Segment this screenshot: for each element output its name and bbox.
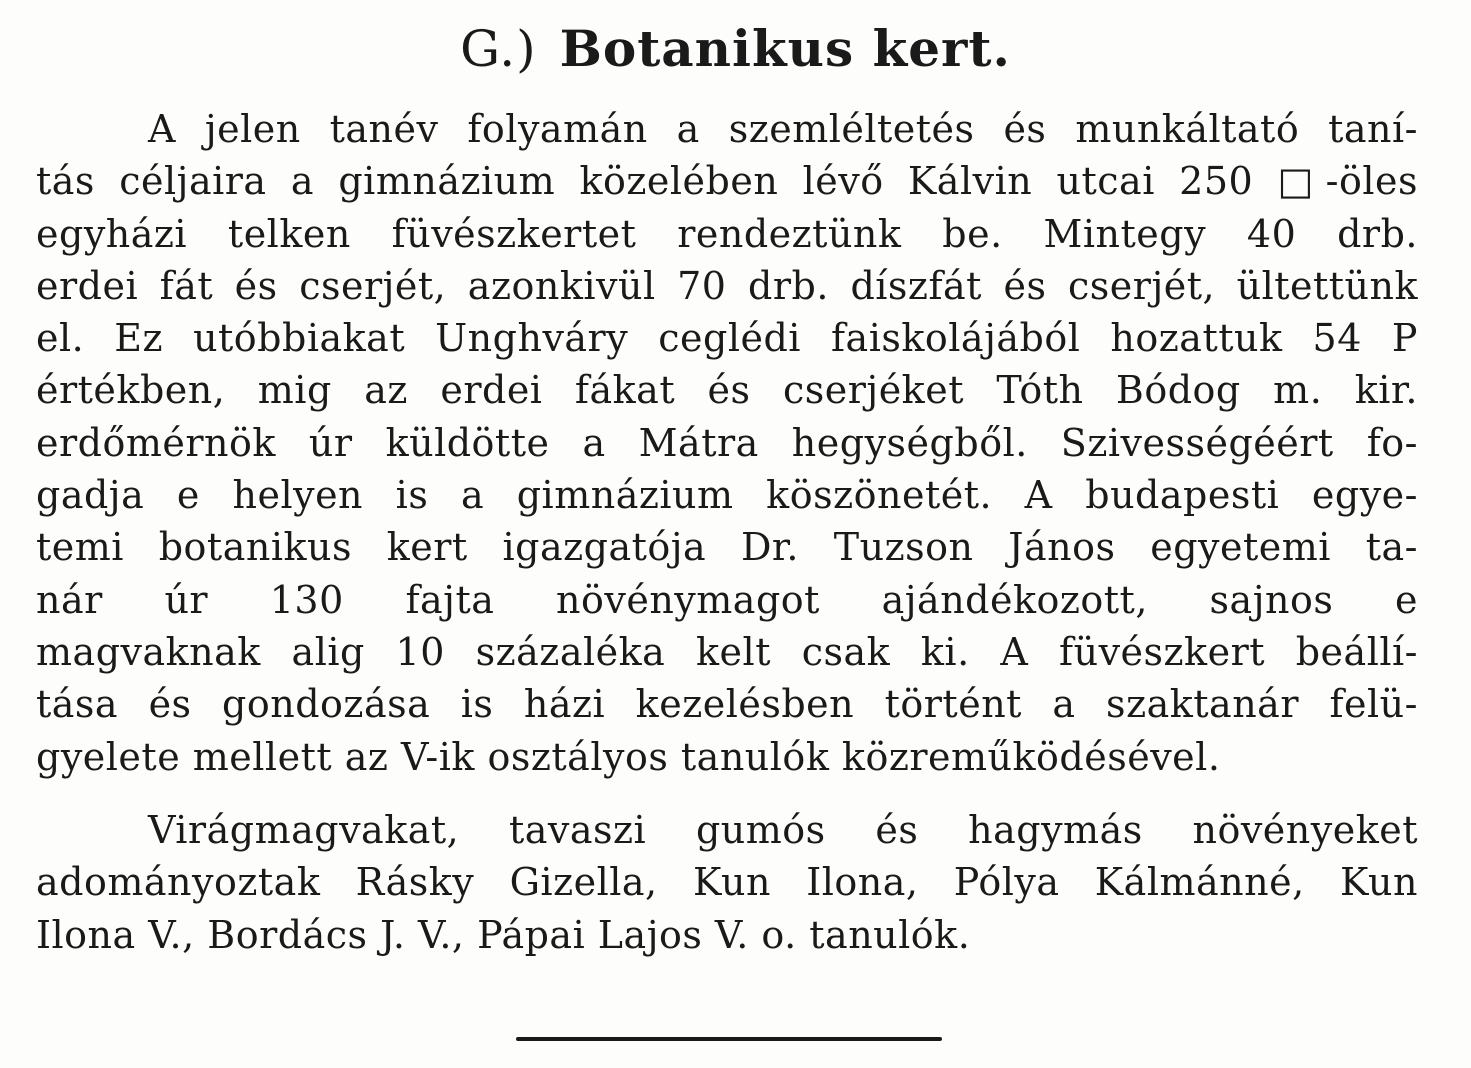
- paragraph-botanical-garden: [36, 103, 1418, 783]
- paragraph-line: gyelete mellett az V-ik osztályos tanulók közreműködésével.: [36, 734, 1221, 779]
- paragraph-line: Ilona V., Bordács J. V., Pápai Lajos V. o. tanulók.: [36, 912, 971, 957]
- paragraph-line: el. Ez utóbbiakat Unghváry ceglédi faiskolájából hozattuk 54 P: [36, 316, 1418, 361]
- section-title: Botanikus kert.: [559, 19, 1011, 78]
- paragraph-line: erdőmérnök úr küldötte a Mátra hegységből. Szivességéért fo-: [36, 420, 1418, 465]
- paragraph-line: tás céljaira a gimnázium közelében lévő Kálvin utcai 250 □-öles: [36, 159, 1418, 204]
- section-divider: [516, 1037, 942, 1041]
- section-letter: G.): [460, 20, 537, 78]
- paragraph-line: magvaknak alig 10 százaléka kelt csak ki. A füvészkert beállí-: [36, 629, 1418, 674]
- paragraph-line: adományoztak Rásky Gizella, Kun Ilona, Pólya Kálmánné, Kun: [36, 860, 1418, 905]
- paragraph-donations: [36, 804, 1418, 961]
- paragraph-line: A jelen tanév folyamán a szemléltetés és munkáltató taní-: [148, 107, 1418, 151]
- paragraph-line: értékben, mig az erdei fákat és cserjéket Tóth Bódog m. kir.: [36, 368, 1418, 413]
- paragraph-line: gadja e helyen is a gimnázium köszönetét. A budapesti egye-: [36, 473, 1418, 518]
- paragraph-line: egyházi telken füvészkertet rendeztünk be. Mintegy 40 drb.: [36, 211, 1418, 256]
- paragraph-line: erdei fát és cserjét, azonkivül 70 drb. díszfát és cserjét, ültettünk: [36, 263, 1418, 308]
- paragraph-line: temi botanikus kert igazgatója Dr. Tuzson János egyetemi ta-: [36, 525, 1418, 570]
- paragraph-line: nár úr 130 fajta növénymagot ajándékozott, sajnos e: [36, 577, 1418, 622]
- paragraph-line: Virágmagvakat, tavaszi gumós és hagymás növényeket: [148, 808, 1418, 852]
- paragraph-line: tása és gondozása is házi kezelésben történt a szaktanár felü-: [36, 682, 1418, 727]
- section-heading: [0, 18, 1471, 80]
